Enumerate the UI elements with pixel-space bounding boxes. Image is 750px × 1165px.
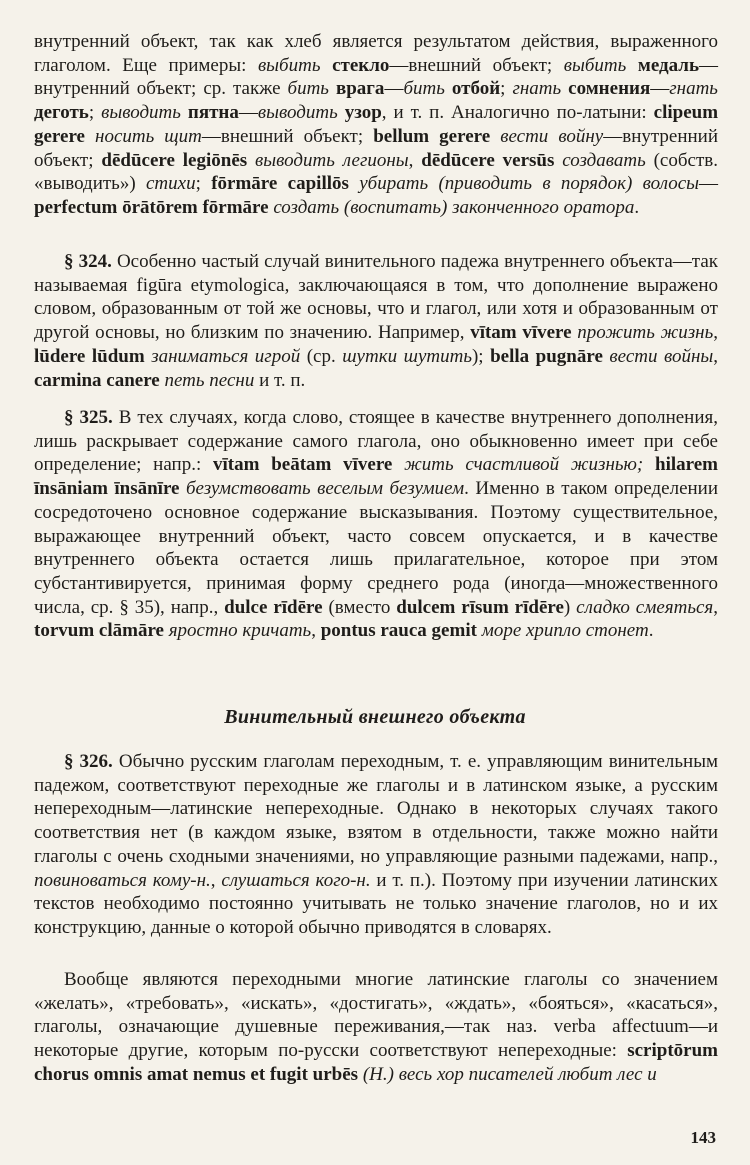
italic-text: выводить легионы: [255, 149, 409, 171]
bold-text: scriptōrum chorus omnis amat nemus et fugit urbēs: [34, 1040, 718, 1085]
text-run: ): [563, 596, 577, 618]
text-run: (собств. «выводить»): [34, 149, 718, 195]
bold-text: hilarem īnsāniam īnsānīre: [34, 454, 719, 500]
italic-text: шутки шутить: [342, 345, 472, 367]
italic-text: повиноваться кому-н.: [34, 869, 211, 891]
bold-text: пятна: [187, 102, 239, 124]
bold-text: стекло: [332, 54, 390, 76]
paragraph-body: [34, 30, 718, 220]
text-run: ;: [88, 102, 102, 124]
text-run: —внешний объект;: [389, 54, 564, 76]
italic-text: вести войны: [609, 345, 714, 367]
paragraph-326: [34, 750, 718, 940]
section-heading: Винительный внешнего объекта: [224, 706, 526, 728]
text-run: —внешний объект;: [201, 125, 374, 147]
text-run: ,: [713, 596, 718, 618]
text-run: );: [471, 345, 491, 367]
bold-text: fōrmāre capillōs: [211, 173, 360, 195]
bold-text: узор: [344, 102, 382, 124]
italic-text: сладко смеяться: [576, 596, 714, 618]
italic-text: создавать: [562, 149, 646, 171]
text-run: —внутренний объект;: [34, 125, 718, 171]
text-run: (ср.: [300, 345, 343, 367]
text-run: Вообще являются переходными многие латинские глаголы со значением «желать», «требовать», «искать», «достигать», «ждать», «бояться», «касаться», глаголы, означающие душевные переживания,—так наз. verba affectuum—и некоторые другие, которым по-русски соответствуют непереходные:: [34, 969, 718, 1062]
italic-text: создать (воспитать) законченного оратора: [273, 196, 635, 218]
italic-text: выбить: [563, 54, 638, 76]
bold-text: bellum gerere: [373, 125, 501, 147]
text-run: ,: [311, 620, 321, 642]
bold-text: врага: [335, 78, 385, 100]
text-run: внутренний объект, так как хлеб является результатом действия, выраженного глаголом. Еще примеры:: [34, 31, 718, 76]
text-run: Особенно частый случай винительного падежа внутреннего объекта—так называемая figūra etymologica, заключающаяся в том, что дополнение выражено словом, образованным от той же основы, что и глагол, или хотя и образованным от другой основы, но близким по значению. Например,: [34, 251, 719, 344]
text-run: —: [238, 102, 258, 124]
italic-text: яростно кричать: [168, 620, 312, 642]
bold-text: carmina canere: [34, 369, 165, 391]
text-run: ,: [713, 345, 719, 367]
text-run: ;: [195, 173, 212, 195]
italic-text: жить счастливой жизнью;: [404, 454, 656, 476]
bold-text: pontus rauca gemit: [320, 620, 482, 642]
text-run: (вместо: [322, 596, 397, 618]
italic-text: гнать: [512, 78, 569, 100]
italic-text: бить: [287, 78, 336, 100]
bold-text: vītam vīvere: [470, 322, 578, 344]
paragraph-body: [34, 406, 718, 643]
bold-text: lūdere lūdum: [34, 345, 152, 367]
text-run: —: [650, 78, 670, 100]
bold-text: сомнения: [568, 78, 651, 100]
paragraph-body: [34, 250, 718, 392]
paragraph-body: [34, 750, 718, 940]
paragraph-continued: [34, 30, 718, 220]
italic-text: носить щит: [95, 125, 202, 147]
bold-text: perfectum ōrātōrem fōrmāre: [34, 196, 274, 218]
text-run: , и т. п. Аналогично по-латыни:: [381, 102, 654, 124]
paragraph-body: [34, 968, 718, 1087]
italic-text: прожить жизнь: [577, 322, 714, 344]
italic-text: убирать (приводить в порядок) волосы: [359, 173, 700, 195]
text-run: и т. п.). Поэтому при изучении латинских текстов необходимо постоянно учитывать не только значение глаголов, но и их конструкцию, данные о которой обычно приводятся в словарях.: [34, 869, 718, 938]
italic-text: гнать: [669, 78, 718, 100]
paragraph-general: [34, 968, 718, 1087]
bold-text: деготь: [34, 102, 89, 124]
italic-text: петь песни: [164, 369, 255, 391]
text-run: ,: [210, 869, 222, 891]
italic-text: бить: [403, 78, 452, 100]
italic-text: море хрипло стонет: [481, 620, 649, 642]
text-run: и т. п.: [254, 369, 306, 391]
bold-text: § 325.: [64, 407, 113, 428]
text-run: .: [648, 620, 654, 642]
text-run: В тех случаях, когда слово, стоящее в качестве внутреннего дополнения, лишь раскрывает содержание самого глагола, оно обыкновенно имеет при себе определение; напр.:: [34, 407, 719, 476]
bold-text: bella pugnāre: [490, 345, 610, 367]
text-run: ;: [500, 78, 513, 100]
bold-text: vītam beātam vīvere: [213, 454, 405, 476]
bold-text: torvum clāmāre: [34, 620, 169, 642]
bold-text: dēdūcere versūs: [421, 149, 563, 171]
bold-text: dēdūcere legiōnēs: [101, 149, 256, 171]
bold-text: отбой: [451, 78, 501, 100]
italic-text: безумствовать веселым безумием: [185, 478, 465, 500]
italic-text: выбить: [257, 54, 333, 76]
bold-text: dulce rīdēre: [224, 596, 323, 618]
bold-text: clipeum gerere: [34, 102, 719, 147]
bold-text: медаль: [637, 54, 699, 76]
italic-text: выводить: [257, 102, 345, 124]
text-run: .: [634, 196, 640, 218]
italic-text: (H.) весь хор писателей любит лес и: [362, 1063, 657, 1085]
text-run: —внутренний объект; ср. также: [34, 54, 718, 100]
page-number: 143: [690, 1128, 716, 1147]
bold-text: § 324.: [64, 251, 112, 272]
italic-text: стихи: [146, 173, 196, 195]
text-run: —: [384, 78, 404, 100]
bold-text: § 326.: [64, 751, 113, 772]
text-run: ,: [713, 322, 718, 344]
italic-text: слушаться кого-н.: [221, 869, 371, 891]
italic-text: вести войну: [500, 125, 604, 147]
text-run: —: [699, 173, 719, 195]
text-run: ,: [408, 149, 422, 171]
text-run: Обычно русским глаголам переходным, т. е. управляющим винительным падежом, соответствуют переходные же глаголы и в латинском языке, а русским непереходным—латинские непереходные. Однако в некоторых случаях такого соответствия нет (в каждом языке, взятом в отдельности, также можно найти глаголы с очень сходными значениями, но управляющие разными падежами, напр.,: [34, 751, 719, 867]
text-run: . Именно в таком определении сосредоточено основное содержание высказывания. Поэтому существительное, выражающее внутренний объект, часто совсем опускается, и в качестве внутреннего объекта остается лишь прилагательное, которое при этом субстантивируется, принимая форму среднего рода (иногда—множественного числа, ср. § 35), напр.,: [34, 478, 719, 618]
italic-text: заниматься игрой: [151, 345, 301, 367]
bold-text: dulcem rīsum rīdēre: [396, 596, 564, 618]
italic-text: выводить: [101, 102, 188, 124]
paragraph-324: [34, 250, 718, 392]
paragraph-325: [34, 406, 718, 643]
